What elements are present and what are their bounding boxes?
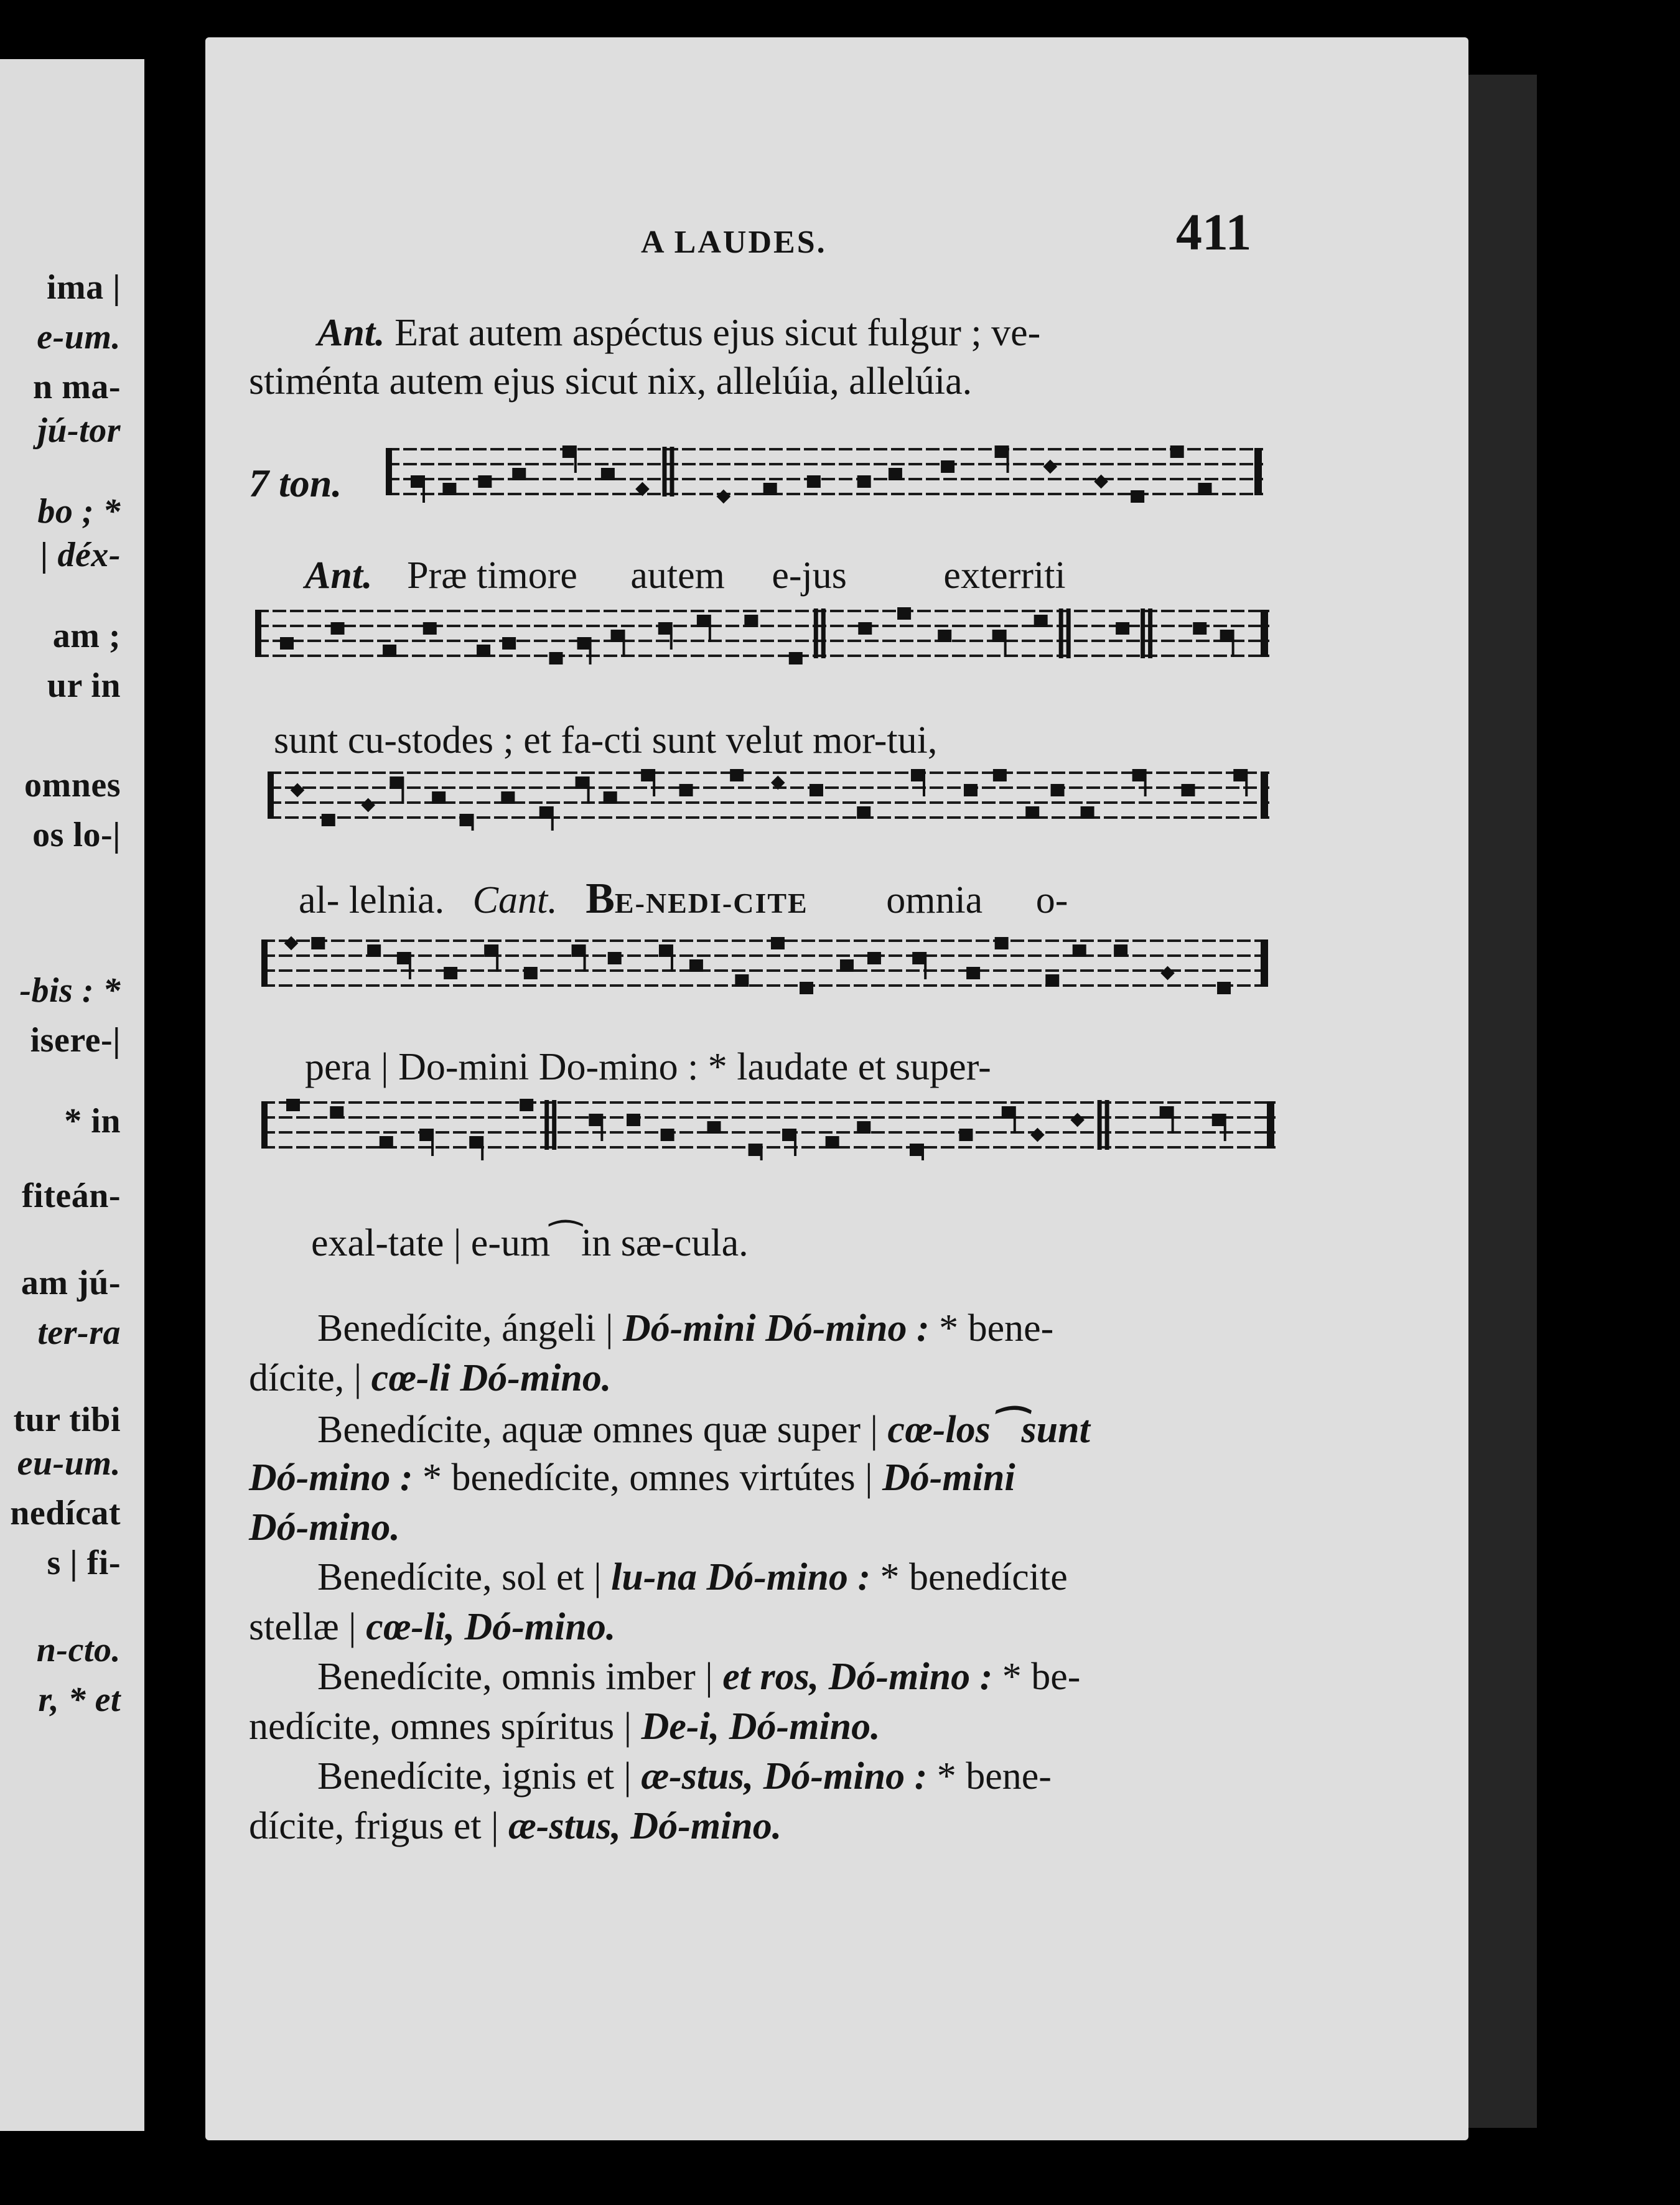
square-note	[857, 475, 871, 488]
square-note	[419, 1129, 433, 1141]
square-note	[897, 607, 911, 620]
square-note	[1034, 615, 1048, 627]
bar-line	[1141, 608, 1145, 658]
square-note	[857, 1121, 870, 1134]
left-page-line: os lo-|	[32, 816, 121, 854]
square-note	[442, 483, 456, 495]
antiphon-line-2	[249, 360, 972, 404]
verse-line	[317, 1307, 1053, 1351]
square-note	[411, 475, 424, 488]
verse-text-segment: Benedícite, omnis imber |	[317, 1656, 723, 1698]
verse-italic-segment: et ros, Dó-mino :	[722, 1656, 993, 1698]
square-note	[840, 959, 854, 972]
square-note	[697, 615, 711, 627]
verse-italic-segment: cœ-li Dó-mino.	[371, 1357, 612, 1399]
verse-text-segment: dícite, frigus et |	[249, 1805, 509, 1847]
verse-text-segment: Benedícite, aquæ omnes quæ super |	[317, 1409, 888, 1451]
square-note	[749, 1144, 762, 1156]
left-page-line: n-cto.	[36, 1631, 121, 1669]
clef-icon	[255, 610, 261, 657]
square-note	[659, 944, 673, 957]
square-note	[367, 944, 381, 957]
square-note	[1116, 622, 1129, 635]
square-note	[1131, 490, 1144, 503]
verse-text-segment: * bene-	[929, 1307, 1054, 1350]
square-note	[966, 967, 980, 979]
square-note	[1025, 806, 1039, 819]
left-page-line: s | fi-	[47, 1544, 121, 1582]
verse-line	[249, 1804, 782, 1848]
square-note	[1193, 622, 1206, 635]
bar-line	[1148, 608, 1152, 658]
antiphon2-label: Ant.	[305, 554, 373, 597]
square-note	[423, 622, 437, 635]
music-staff-3	[268, 765, 1269, 831]
square-note	[611, 630, 625, 642]
left-page-line: omnes	[24, 766, 121, 804]
square-note	[1160, 1106, 1174, 1119]
square-note	[390, 776, 403, 789]
left-page-line: ur in	[47, 666, 121, 705]
bar-line	[544, 1100, 549, 1150]
verse-text-segment: dícite, |	[249, 1357, 371, 1399]
square-note	[641, 769, 655, 781]
verse-text-segment: * benedícite	[870, 1556, 1068, 1598]
canticle-initial: B	[586, 875, 615, 923]
antiphon-label: Ant.	[317, 312, 385, 354]
square-note	[1073, 944, 1086, 957]
square-note	[383, 645, 396, 657]
music-staff-1	[386, 442, 1263, 507]
lyrics-row-1	[305, 554, 1066, 598]
lyrics-row-2: sunt cu-stodes ; et fa-cti sunt velut mor-tui,	[274, 719, 938, 762]
bar-line	[552, 1100, 556, 1150]
verse-line	[317, 1655, 1080, 1699]
square-note	[397, 952, 411, 964]
verse-italic-segment: cœ-li, Dó-mino.	[366, 1606, 616, 1648]
square-note	[993, 769, 1007, 781]
square-note	[789, 652, 803, 664]
left-page-line: am jú-	[21, 1264, 121, 1302]
square-note	[286, 1099, 300, 1111]
square-note	[707, 1121, 721, 1134]
square-note	[330, 1106, 343, 1119]
square-note	[1182, 784, 1195, 796]
verse-line	[317, 1755, 1052, 1799]
bar-line	[814, 608, 818, 658]
square-note	[577, 637, 591, 650]
square-note	[730, 769, 744, 781]
bar-line	[1105, 1100, 1109, 1150]
square-note	[679, 784, 693, 796]
square-note	[589, 1114, 602, 1126]
square-note	[1002, 1106, 1015, 1119]
square-note	[477, 645, 490, 657]
square-note	[995, 937, 1009, 949]
square-note	[627, 1114, 640, 1126]
lyrics-row-5: exal-tate | e-um⁀in sæ-cula.	[311, 1222, 749, 1264]
square-note	[520, 1099, 533, 1111]
square-note	[857, 806, 870, 819]
square-note	[911, 769, 925, 781]
end-bar	[1261, 610, 1268, 657]
square-note	[858, 622, 872, 635]
verse-text-segment: Benedícite, ignis et |	[317, 1755, 642, 1797]
square-note	[1233, 769, 1247, 781]
square-note	[941, 460, 954, 473]
square-note	[995, 445, 1009, 458]
square-note	[432, 791, 446, 804]
clef-icon	[261, 939, 268, 987]
square-note	[322, 814, 335, 826]
page-number: 411	[1176, 203, 1252, 261]
square-note	[910, 1144, 923, 1156]
tone-label: 7 ton.	[249, 461, 342, 505]
running-header: A LAUDES.	[641, 225, 827, 260]
square-note	[331, 622, 345, 635]
canticle-incipit: E-NEDI-CITE	[614, 887, 808, 919]
square-note	[938, 630, 951, 642]
square-note	[576, 776, 589, 789]
left-page-line: isere-|	[30, 1021, 121, 1060]
square-note	[311, 937, 325, 949]
page-edge-shadow	[1468, 75, 1537, 2128]
square-note	[460, 814, 474, 826]
square-note	[1114, 944, 1127, 957]
square-note	[1045, 974, 1059, 987]
square-note	[992, 630, 1006, 642]
verse-text-segment: stellæ |	[249, 1606, 366, 1648]
square-note	[744, 615, 758, 627]
rhombus-note	[1094, 475, 1108, 489]
square-note	[280, 637, 294, 650]
square-note	[1170, 445, 1184, 458]
square-note	[810, 784, 823, 796]
left-page-line: jú-tor	[37, 411, 121, 450]
verse-italic-segment: De-i, Dó-mino.	[641, 1705, 880, 1748]
square-note	[512, 468, 526, 480]
square-note	[763, 483, 777, 495]
left-page-line: e-um.	[37, 318, 121, 357]
bar-line	[662, 447, 666, 496]
square-note	[1217, 982, 1231, 994]
square-note	[484, 944, 498, 957]
square-note	[478, 475, 492, 488]
rhombus-note	[1160, 966, 1175, 981]
verse-text-segment: nedícite, omnes spíritus |	[249, 1705, 642, 1748]
music-staff-2	[255, 604, 1269, 669]
square-note	[469, 1136, 483, 1149]
left-page-line: nedícat	[10, 1494, 121, 1532]
verse-italic-segment: lu-na Dó-mino :	[611, 1556, 870, 1598]
clef-icon	[261, 1101, 268, 1149]
verse-italic-segment: Dó-mini Dó-mino :	[623, 1307, 930, 1350]
left-page-line: -bis : *	[19, 971, 121, 1010]
square-note	[964, 784, 978, 796]
verse-italic-segment: cœ-los⁀sunt	[887, 1409, 1090, 1451]
square-note	[1051, 784, 1065, 796]
rhombus-note	[1043, 460, 1058, 474]
end-bar	[1261, 772, 1268, 819]
music-staff-5	[261, 1095, 1276, 1160]
square-note	[572, 944, 586, 957]
square-note	[782, 1129, 796, 1141]
end-bar	[1267, 1101, 1274, 1149]
square-note	[807, 475, 821, 488]
verse-line	[249, 1506, 400, 1550]
rhombus-note	[717, 490, 731, 504]
square-note	[444, 967, 457, 979]
rhombus-note	[1070, 1113, 1085, 1127]
clef-icon	[386, 448, 392, 495]
left-page-line: n ma-	[33, 368, 121, 406]
verse-line	[249, 1356, 611, 1401]
verse-line	[317, 1406, 1090, 1452]
lyric-word: Præ timore	[407, 554, 577, 597]
left-page-line: bo ; *	[37, 492, 121, 531]
antiphon-text-1: Erat autem aspéctus ejus sicut fulgur ; ve-	[394, 312, 1041, 354]
clef-icon	[268, 772, 274, 819]
square-note	[735, 974, 749, 987]
square-note	[524, 967, 538, 979]
book-page	[205, 37, 1468, 2140]
verse-line	[249, 1456, 1015, 1500]
square-note	[658, 622, 672, 635]
square-note	[867, 952, 881, 964]
square-note	[800, 982, 813, 994]
bar-line	[1066, 608, 1071, 658]
verse-line	[249, 1605, 615, 1649]
verse-line	[317, 1555, 1068, 1600]
square-note	[604, 791, 617, 804]
end-bar	[1261, 939, 1268, 987]
antiphon-line-1	[317, 311, 1040, 355]
left-page-line: r, * et	[38, 1681, 121, 1719]
lyric-word: omnia	[886, 879, 983, 921]
lyric-word: o-	[1035, 879, 1068, 921]
square-note	[661, 1129, 674, 1141]
verse-italic-segment: æ-stus, Dó-mino.	[508, 1805, 782, 1847]
left-page-fragment	[0, 59, 144, 2131]
end-bar	[1254, 448, 1262, 495]
left-page-line: tur tibi	[13, 1401, 121, 1439]
left-page-line: eu-um.	[17, 1444, 121, 1483]
bar-line	[1098, 1100, 1102, 1150]
square-note	[1132, 769, 1146, 781]
verse-text-segment: * bene-	[927, 1755, 1052, 1797]
left-page-line: ter-ra	[37, 1313, 121, 1352]
lyric-word: autem	[630, 554, 725, 597]
square-note	[501, 791, 515, 804]
rhombus-note	[361, 798, 375, 813]
music-staff-4	[261, 933, 1269, 999]
square-note	[549, 652, 562, 664]
verse-italic-segment: Dó-mino.	[249, 1506, 400, 1549]
verse-italic-segment: Dó-mino :	[249, 1457, 413, 1499]
square-note	[601, 468, 615, 480]
square-note	[539, 806, 553, 819]
rhombus-note	[1030, 1128, 1045, 1142]
verse-text-segment: * benedícite, omnes virtútes |	[413, 1457, 883, 1499]
bar-line	[1059, 608, 1063, 658]
verse-italic-segment: æ-stus, Dó-mino :	[641, 1755, 928, 1797]
lyrics-row-3	[299, 874, 1068, 924]
antiphon-text-2: stiménta autem ejus sicut nix, allelúia, allelúia.	[249, 360, 973, 403]
bar-line	[670, 447, 674, 496]
square-note	[959, 1129, 973, 1141]
left-page-line: fiteán-	[21, 1177, 121, 1215]
square-note	[502, 637, 516, 650]
square-note	[826, 1136, 839, 1149]
lyric-word: al- lelnia.	[299, 879, 445, 921]
lyrics-row-4: pera | Do-mini Do-mino : * laudate et super-	[305, 1046, 991, 1088]
square-note	[1220, 630, 1234, 642]
square-note	[889, 468, 902, 480]
square-note	[1081, 806, 1094, 819]
square-note	[1212, 1114, 1226, 1126]
square-note	[608, 952, 622, 964]
lyric-word: exterriti	[943, 554, 1066, 597]
rhombus-note	[291, 783, 305, 798]
square-note	[380, 1136, 393, 1149]
square-note	[689, 959, 703, 972]
canticle-label: Cant.	[472, 879, 558, 921]
verse-text-segment: Benedícite, ángeli |	[317, 1307, 623, 1350]
lyric-word: e-jus	[772, 554, 847, 597]
square-note	[562, 445, 576, 458]
left-page-line: | déx-	[40, 536, 121, 574]
verse-italic-segment: Dó-mini	[882, 1457, 1015, 1499]
left-page-line: ima |	[46, 268, 121, 307]
square-note	[771, 937, 785, 949]
left-page-line: am ;	[52, 617, 121, 655]
square-note	[912, 952, 926, 964]
square-note	[1198, 483, 1211, 495]
verse-text-segment: * be-	[992, 1656, 1081, 1698]
rhombus-note	[284, 936, 299, 951]
left-page-line: * in	[64, 1102, 121, 1140]
verse-line	[249, 1705, 880, 1749]
verse-text-segment: Benedícite, sol et |	[317, 1556, 612, 1598]
bar-line	[821, 608, 826, 658]
